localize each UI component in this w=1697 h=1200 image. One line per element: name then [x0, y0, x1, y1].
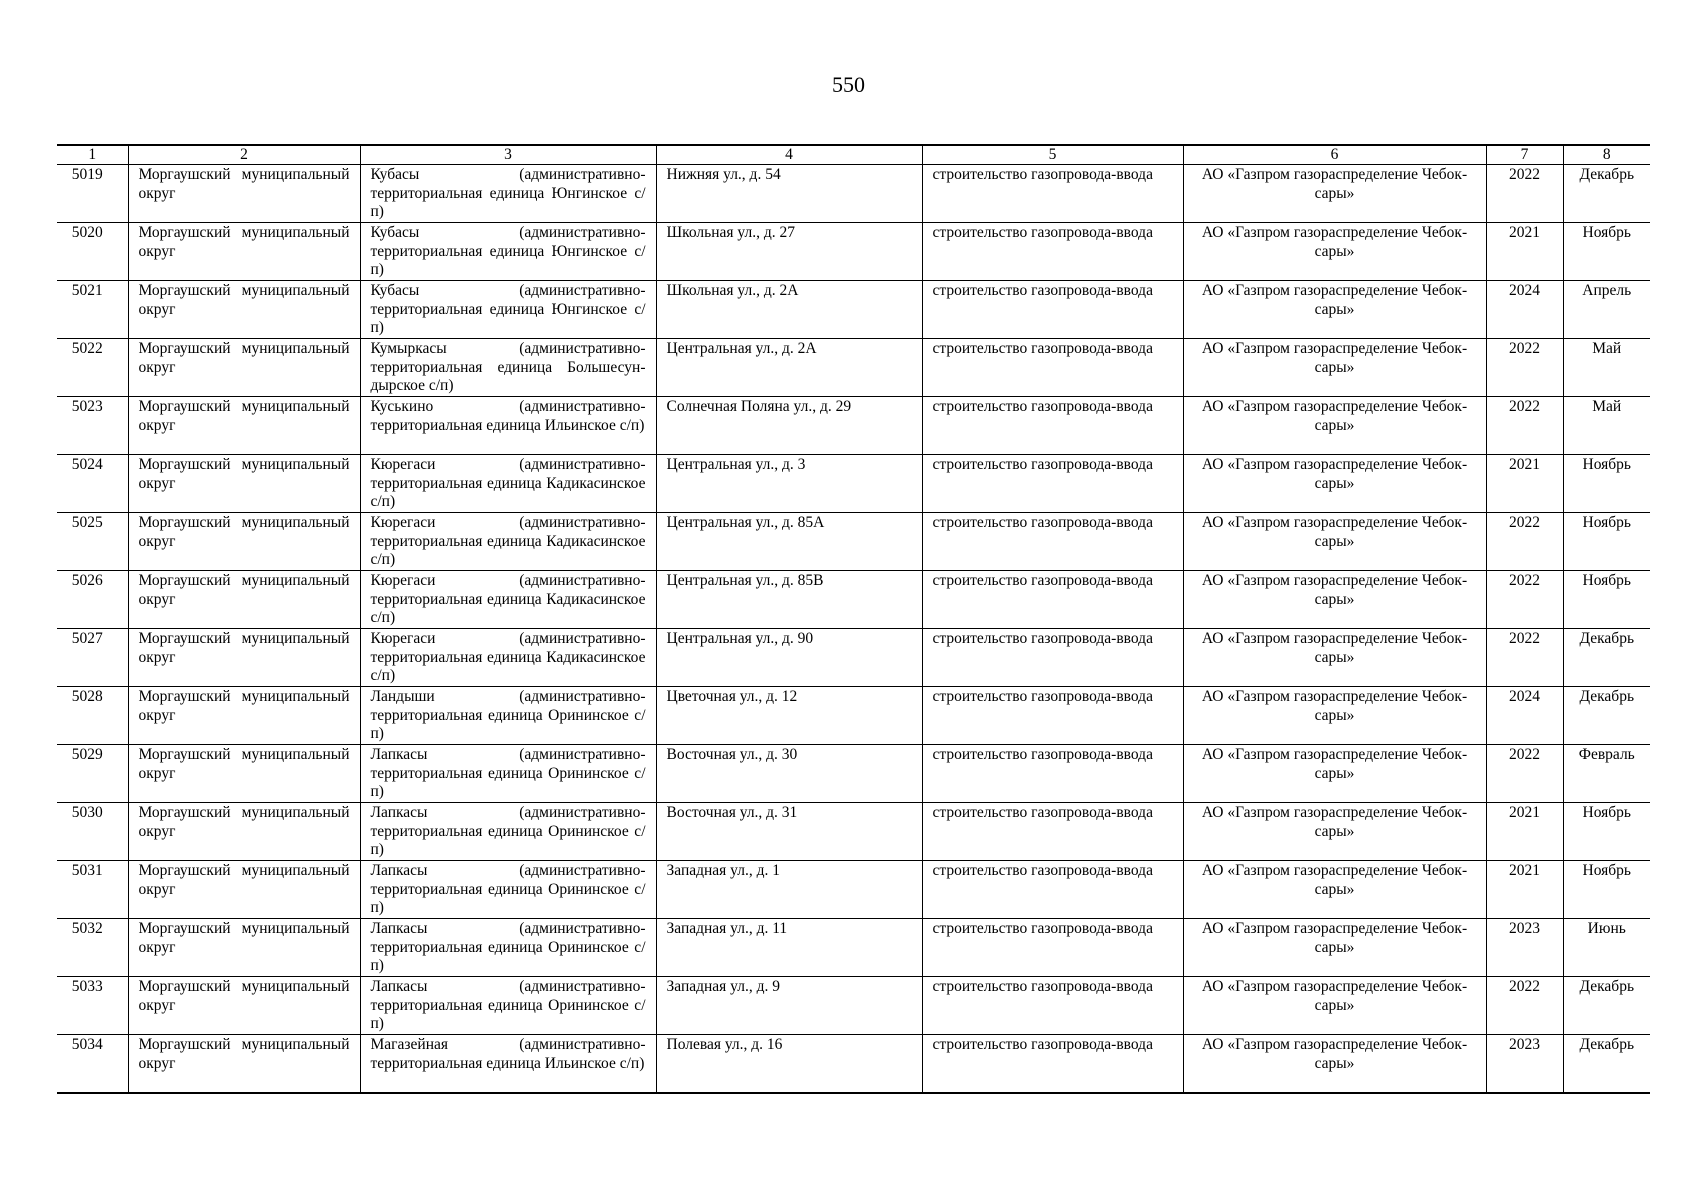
organization-cell: АО «Газпром газораспределение Чебоксары»	[1183, 513, 1486, 571]
month-cell: Ноябрь	[1563, 513, 1650, 571]
table-row	[57, 223, 1650, 281]
table-row	[57, 977, 1650, 1035]
row-number: 5028	[57, 687, 128, 745]
organization-cell: АО «Газпром газораспределение Чебоксары»	[1183, 861, 1486, 919]
locality-cell: Лапкасы (административно-территориальная единица Орининское с/п)	[360, 861, 656, 919]
work-type-cell: строительство газопровода-ввода	[922, 281, 1183, 339]
address-cell: Нижняя ул., д. 54	[656, 165, 922, 223]
table-body	[57, 165, 1650, 1094]
locality-cell: Кубасы (административно-территориальная единица Юнгинское с/п)	[360, 223, 656, 281]
work-type-cell: строительство газопровода-ввода	[922, 977, 1183, 1035]
month-cell: Ноябрь	[1563, 455, 1650, 513]
year-cell: 2021	[1486, 223, 1563, 281]
row-number: 5022	[57, 339, 128, 397]
address-cell: Центральная ул., д. 85А	[656, 513, 922, 571]
row-number: 5025	[57, 513, 128, 571]
organization-cell: АО «Газпром газораспределение Чебоксары»	[1183, 803, 1486, 861]
year-cell: 2023	[1486, 919, 1563, 977]
organization-cell: АО «Газпром газораспределение Чебоксары»	[1183, 629, 1486, 687]
column-header: 3	[360, 145, 656, 165]
district-cell: Моргаушский муниципальный округ	[128, 1035, 360, 1094]
month-cell: Июнь	[1563, 919, 1650, 977]
column-header: 4	[656, 145, 922, 165]
address-cell: Центральная ул., д. 90	[656, 629, 922, 687]
district-cell: Моргаушский муниципальный округ	[128, 513, 360, 571]
row-number: 5029	[57, 745, 128, 803]
column-header: 8	[1563, 145, 1650, 165]
year-cell: 2022	[1486, 571, 1563, 629]
district-cell: Моргаушский муниципальный округ	[128, 977, 360, 1035]
month-cell: Декабрь	[1563, 165, 1650, 223]
work-type-cell: строительство газопровода-ввода	[922, 339, 1183, 397]
column-header: 1	[57, 145, 128, 165]
address-cell: Центральная ул., д. 3	[656, 455, 922, 513]
organization-cell: АО «Газпром газораспределение Чебоксары»	[1183, 397, 1486, 455]
district-cell: Моргаушский муниципальный округ	[128, 397, 360, 455]
district-cell: Моргаушский муниципальный округ	[128, 165, 360, 223]
column-numbers-row	[57, 145, 1650, 165]
district-cell: Моргаушский муниципальный округ	[128, 745, 360, 803]
district-cell: Моргаушский муниципальный округ	[128, 223, 360, 281]
table-row	[57, 455, 1650, 513]
locality-cell: Кюрегаси (административно-территориальная единица Кадикасинское с/п)	[360, 455, 656, 513]
address-cell: Солнечная Поляна ул., д. 29	[656, 397, 922, 455]
work-type-cell: строительство газопровода-ввода	[922, 513, 1183, 571]
row-number: 5021	[57, 281, 128, 339]
district-cell: Моргаушский муниципальный округ	[128, 687, 360, 745]
table-row	[57, 281, 1650, 339]
locality-cell: Лапкасы (административно-территориальная единица Орининское с/п)	[360, 919, 656, 977]
page-number: 550	[832, 72, 865, 97]
table-row	[57, 919, 1650, 977]
organization-cell: АО «Газпром газораспределение Чебоксары»	[1183, 223, 1486, 281]
locality-cell: Кубасы (административно-территориальная единица Юнгинское с/п)	[360, 165, 656, 223]
month-cell: Февраль	[1563, 745, 1650, 803]
table-row	[57, 165, 1650, 223]
work-type-cell: строительство газопровода-ввода	[922, 571, 1183, 629]
row-number: 5034	[57, 1035, 128, 1094]
month-cell: Май	[1563, 339, 1650, 397]
row-number: 5032	[57, 919, 128, 977]
district-cell: Моргаушский муниципальный округ	[128, 861, 360, 919]
year-cell: 2022	[1486, 165, 1563, 223]
year-cell: 2022	[1486, 745, 1563, 803]
organization-cell: АО «Газпром газораспределение Чебоксары»	[1183, 571, 1486, 629]
work-type-cell: строительство газопровода-ввода	[922, 223, 1183, 281]
address-cell: Школьная ул., д. 27	[656, 223, 922, 281]
locality-cell: Кюрегаси (административно-территориальная единица Кадикасинское с/п)	[360, 571, 656, 629]
address-cell: Полевая ул., д. 16	[656, 1035, 922, 1094]
district-cell: Моргаушский муниципальный округ	[128, 455, 360, 513]
address-cell: Восточная ул., д. 30	[656, 745, 922, 803]
row-number: 5033	[57, 977, 128, 1035]
month-cell: Ноябрь	[1563, 861, 1650, 919]
district-cell: Моргаушский муниципальный округ	[128, 339, 360, 397]
work-type-cell: строительство газопровода-ввода	[922, 919, 1183, 977]
row-number: 5023	[57, 397, 128, 455]
year-cell: 2021	[1486, 861, 1563, 919]
row-number: 5027	[57, 629, 128, 687]
table-row	[57, 745, 1650, 803]
district-cell: Моргаушский муниципальный округ	[128, 281, 360, 339]
address-cell: Центральная ул., д. 85В	[656, 571, 922, 629]
address-cell: Цветочная ул., д. 12	[656, 687, 922, 745]
registry-table	[57, 144, 1650, 1094]
work-type-cell: строительство газопровода-ввода	[922, 397, 1183, 455]
organization-cell: АО «Газпром газораспределение Чебоксары»	[1183, 165, 1486, 223]
table-row	[57, 1035, 1650, 1094]
district-cell: Моргаушский муниципальный округ	[128, 803, 360, 861]
locality-cell: Кумыркасы (административно-территориальная единица Большесундырское с/п)	[360, 339, 656, 397]
year-cell: 2024	[1486, 687, 1563, 745]
table-row	[57, 339, 1650, 397]
organization-cell: АО «Газпром газораспределение Чебоксары»	[1183, 745, 1486, 803]
table-row	[57, 571, 1650, 629]
month-cell: Ноябрь	[1563, 223, 1650, 281]
table-row	[57, 861, 1650, 919]
year-cell: 2021	[1486, 455, 1563, 513]
organization-cell: АО «Газпром газораспределение Чебоксары»	[1183, 281, 1486, 339]
year-cell: 2022	[1486, 397, 1563, 455]
organization-cell: АО «Газпром газораспределение Чебоксары»	[1183, 1035, 1486, 1094]
district-cell: Моргаушский муниципальный округ	[128, 919, 360, 977]
organization-cell: АО «Газпром газораспределение Чебоксары»	[1183, 919, 1486, 977]
year-cell: 2022	[1486, 629, 1563, 687]
locality-cell: Кюрегаси (административно-территориальная единица Кадикасинское с/п)	[360, 629, 656, 687]
month-cell: Декабрь	[1563, 629, 1650, 687]
row-number: 5026	[57, 571, 128, 629]
year-cell: 2024	[1486, 281, 1563, 339]
organization-cell: АО «Газпром газораспределение Чебоксары»	[1183, 977, 1486, 1035]
locality-cell: Кубасы (административно-территориальная единица Юнгинское с/п)	[360, 281, 656, 339]
table-row	[57, 803, 1650, 861]
work-type-cell: строительство газопровода-ввода	[922, 687, 1183, 745]
month-cell: Апрель	[1563, 281, 1650, 339]
column-header: 5	[922, 145, 1183, 165]
month-cell: Ноябрь	[1563, 803, 1650, 861]
locality-cell: Лапкасы (административно-территориальная единица Орининское с/п)	[360, 803, 656, 861]
district-cell: Моргаушский муниципальный округ	[128, 571, 360, 629]
column-header: 6	[1183, 145, 1486, 165]
address-cell: Школьная ул., д. 2А	[656, 281, 922, 339]
month-cell: Декабрь	[1563, 1035, 1650, 1094]
work-type-cell: строительство газопровода-ввода	[922, 745, 1183, 803]
address-cell: Центральная ул., д. 2А	[656, 339, 922, 397]
locality-cell: Магазейная (административно-территориальная единица Ильинское с/п)	[360, 1035, 656, 1094]
row-number: 5020	[57, 223, 128, 281]
work-type-cell: строительство газопровода-ввода	[922, 803, 1183, 861]
locality-cell: Куськино (административно-территориальная единица Ильинское с/п)	[360, 397, 656, 455]
row-number: 5019	[57, 165, 128, 223]
address-cell: Западная ул., д. 9	[656, 977, 922, 1035]
work-type-cell: строительство газопровода-ввода	[922, 1035, 1183, 1094]
address-cell: Западная ул., д. 11	[656, 919, 922, 977]
locality-cell: Ландыши (административно-территориальная единица Орининское с/п)	[360, 687, 656, 745]
table-row	[57, 397, 1650, 455]
work-type-cell: строительство газопровода-ввода	[922, 455, 1183, 513]
year-cell: 2022	[1486, 977, 1563, 1035]
work-type-cell: строительство газопровода-ввода	[922, 861, 1183, 919]
month-cell: Декабрь	[1563, 687, 1650, 745]
column-header: 7	[1486, 145, 1563, 165]
column-header: 2	[128, 145, 360, 165]
row-number: 5031	[57, 861, 128, 919]
locality-cell: Кюрегаси (административно-территориальная единица Кадикасинское с/п)	[360, 513, 656, 571]
work-type-cell: строительство газопровода-ввода	[922, 165, 1183, 223]
table-row	[57, 629, 1650, 687]
table-row	[57, 687, 1650, 745]
table-header	[57, 145, 1650, 165]
month-cell: Декабрь	[1563, 977, 1650, 1035]
year-cell: 2021	[1486, 803, 1563, 861]
organization-cell: АО «Газпром газораспределение Чебоксары»	[1183, 687, 1486, 745]
month-cell: Ноябрь	[1563, 571, 1650, 629]
month-cell: Май	[1563, 397, 1650, 455]
work-type-cell: строительство газопровода-ввода	[922, 629, 1183, 687]
address-cell: Восточная ул., д. 31	[656, 803, 922, 861]
address-cell: Западная ул., д. 1	[656, 861, 922, 919]
row-number: 5024	[57, 455, 128, 513]
year-cell: 2022	[1486, 339, 1563, 397]
year-cell: 2023	[1486, 1035, 1563, 1094]
table-row	[57, 513, 1650, 571]
organization-cell: АО «Газпром газораспределение Чебоксары»	[1183, 339, 1486, 397]
organization-cell: АО «Газпром газораспределение Чебоксары»	[1183, 455, 1486, 513]
district-cell: Моргаушский муниципальный округ	[128, 629, 360, 687]
row-number: 5030	[57, 803, 128, 861]
locality-cell: Лапкасы (административно-территориальная единица Орининское с/п)	[360, 745, 656, 803]
year-cell: 2022	[1486, 513, 1563, 571]
locality-cell: Лапкасы (административно-территориальная единица Орининское с/п)	[360, 977, 656, 1035]
